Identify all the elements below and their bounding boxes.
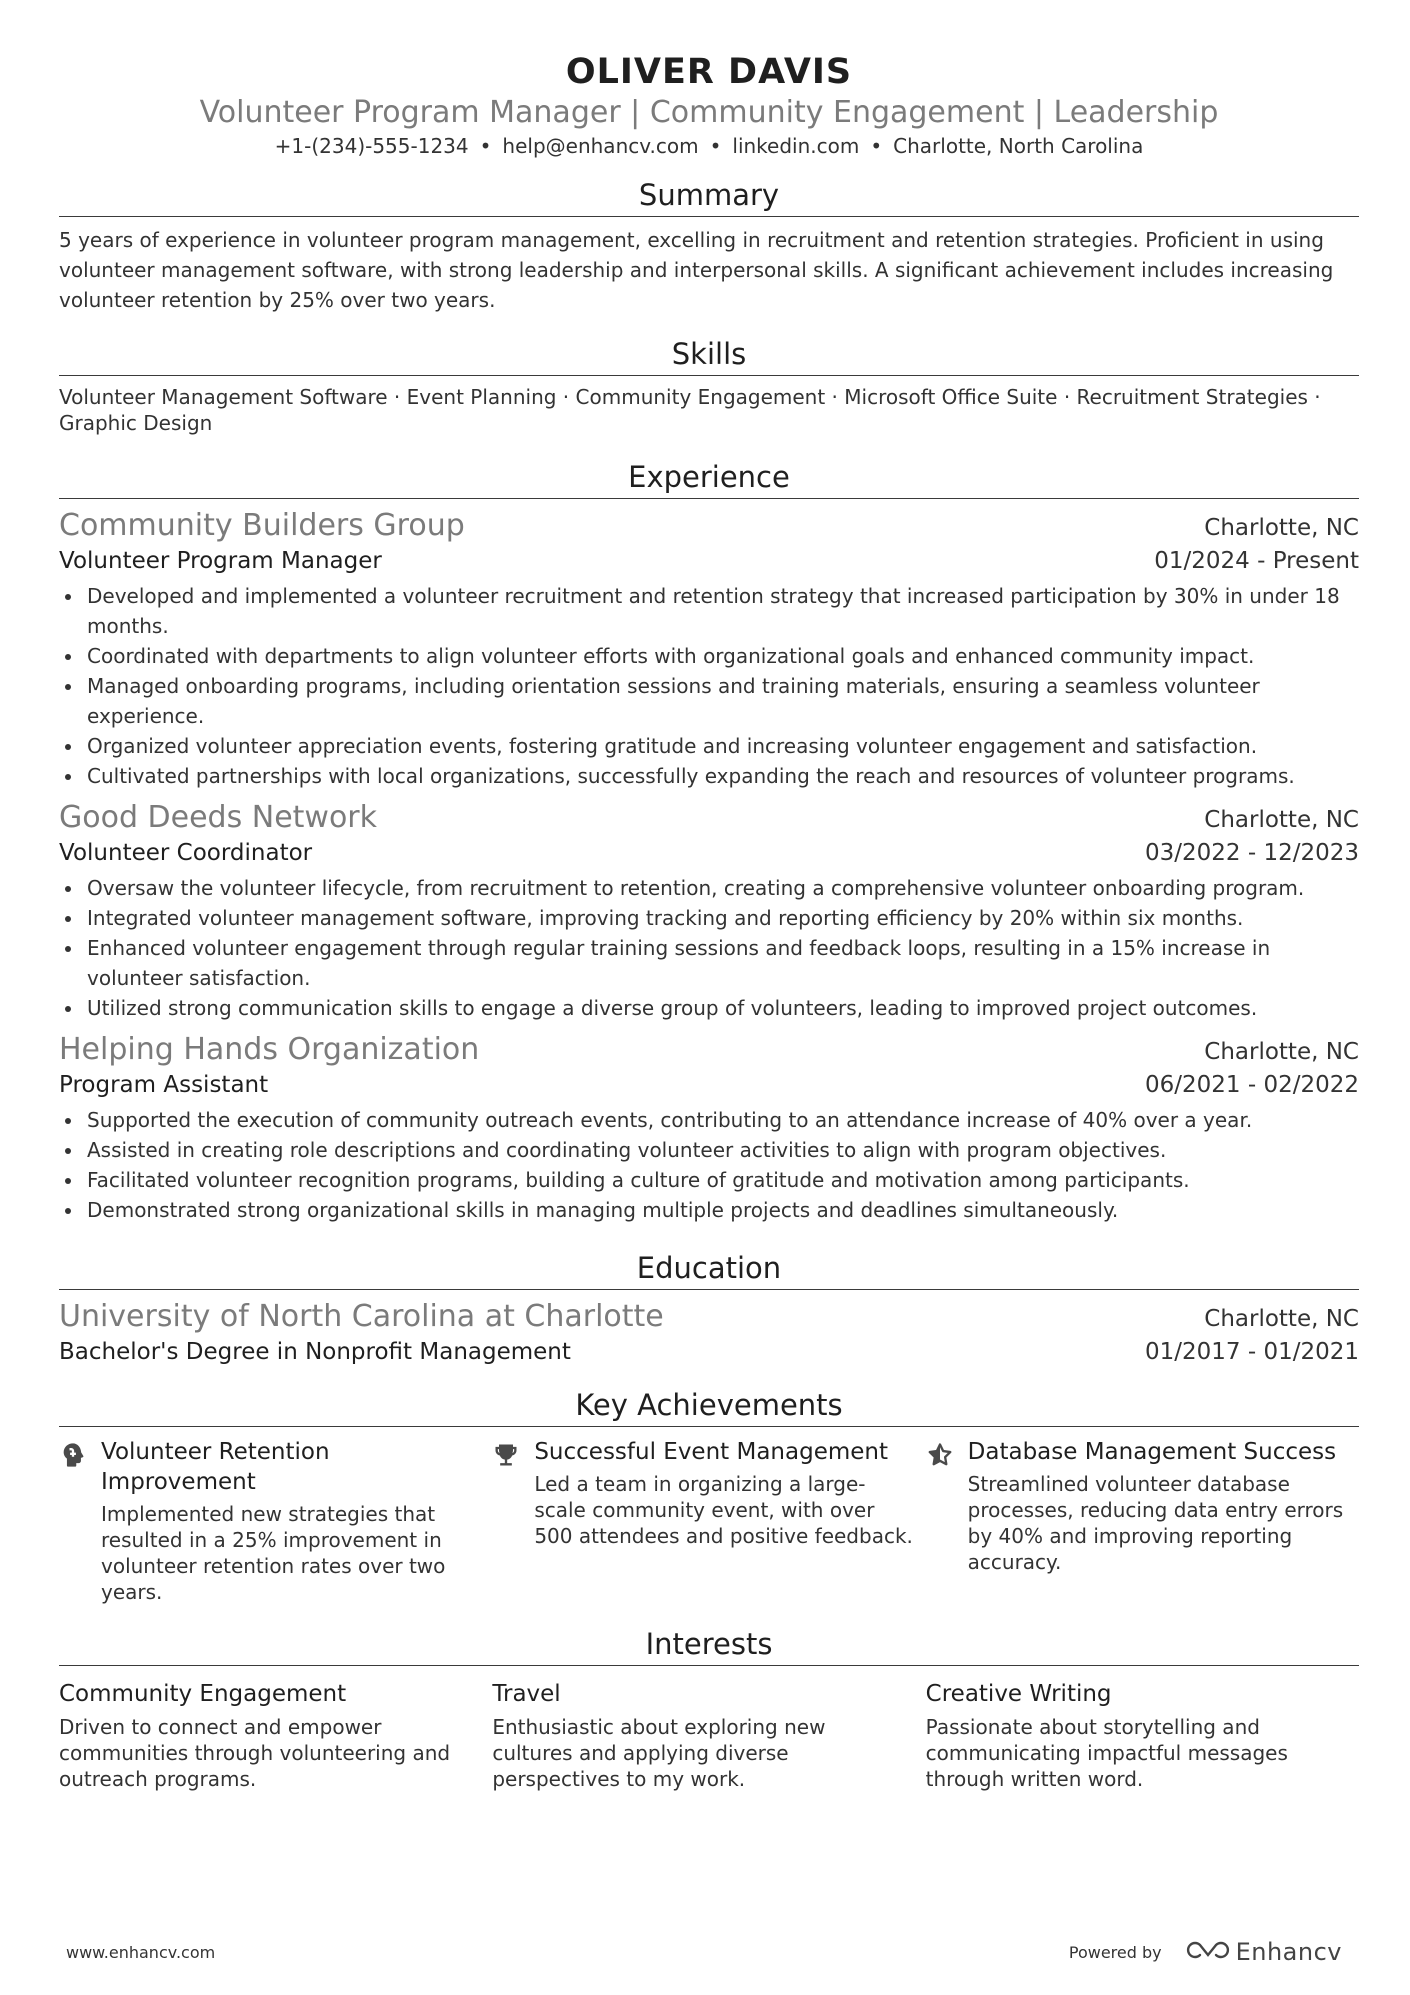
company-name: Good Deeds Network (59, 800, 378, 835)
bullet-item: Demonstrated strong organizational skills in managing multiple projects and deadlines simultaneously. (59, 1195, 1359, 1225)
achievements-section (59, 1386, 1359, 1605)
achievement-desc: Implemented new strategies that resulted in a 25% improvement in volunteer retention rates over two years. (101, 1502, 446, 1604)
skills-text: Volunteer Management Software · Event Planning · Community Engagement · Microsoft Office Suite · Recruitment Strategies · Graphic Design (59, 385, 1321, 435)
achievement-item (926, 1437, 1359, 1605)
bullet-item: Cultivated partnerships with local organizations, successfully expanding the reach and resources of volunteer programs. (59, 761, 1359, 791)
experience-entry (59, 799, 1359, 1023)
achievement-desc: Led a team in organizing a large-scale community event, with over 500 attendees and positive feedback. (534, 1472, 913, 1548)
skills-section (59, 335, 1359, 436)
bullet-list (59, 873, 1359, 1023)
email-link[interactable]: help@enhancv.com (502, 134, 699, 158)
company-name: Community Builders Group (59, 508, 465, 543)
summary-section (59, 176, 1359, 315)
achievement-title: Database Management Success (967, 1439, 1337, 1465)
resume-header (59, 0, 1359, 160)
separator: • (479, 134, 492, 158)
interest-item (926, 1678, 1359, 1792)
section-title: Summary (59, 176, 1359, 217)
bullet-item: Organized volunteer appreciation events, fostering gratitude and increasing volunteer engagement and satisfaction. (59, 731, 1359, 761)
school-name: University of North Carolina at Charlotte (59, 1299, 664, 1334)
powered-by-label: Powered by (1068, 1942, 1162, 1962)
brand-name: Enhancv (1235, 1938, 1342, 1966)
interest-desc: Driven to connect and empower communities through volunteering and outreach programs. (59, 1715, 451, 1791)
separator: • (870, 134, 883, 158)
head-icon (59, 1437, 101, 1605)
interest-desc: Passionate about storytelling and communicating impactful messages through written word. (925, 1715, 1288, 1791)
job-location: Charlotte, NC (1204, 515, 1359, 541)
contact-line (59, 132, 1359, 160)
interest-item (492, 1678, 925, 1792)
achievement-title: Volunteer Retention Improvement (101, 1439, 330, 1495)
bullet-item: Developed and implemented a volunteer recruitment and retention strategy that increased participation by 30% in under 18 months. (59, 581, 1359, 641)
education-dates: 01/2017 - 01/2021 (1144, 1339, 1359, 1365)
job-dates: 06/2021 - 02/2022 (1144, 1072, 1359, 1098)
school-location: Charlotte, NC (1204, 1306, 1359, 1332)
achievements-grid (59, 1437, 1359, 1605)
interests-grid (59, 1678, 1359, 1792)
job-dates: 01/2024 - Present (1154, 548, 1359, 574)
bullet-item: Assisted in creating role descriptions and coordinating volunteer activities to align with program objectives. (59, 1135, 1359, 1165)
interests-section (59, 1625, 1359, 1792)
bullet-item: Facilitated volunteer recognition programs, building a culture of gratitude and motivation among participants. (59, 1165, 1359, 1195)
section-title: Education (59, 1249, 1359, 1290)
bullet-item: Integrated volunteer management software, improving tracking and reporting efficiency by 20% within six months. (59, 903, 1359, 933)
interest-item (59, 1678, 492, 1792)
bullet-list (59, 1105, 1359, 1225)
job-location: Charlotte, NC (1204, 807, 1359, 833)
job-location: Charlotte, NC (1204, 1039, 1359, 1065)
bullet-item: Enhanced volunteer engagement through regular training sessions and feedback loops, resulting in a 15% increase in volunteer satisfaction. (59, 933, 1359, 993)
resume-page (59, 0, 1359, 1792)
achievement-title: Successful Event Management (534, 1439, 888, 1465)
degree: Bachelor's Degree in Nonprofit Management (59, 1339, 571, 1365)
job-title: Volunteer Program Manager (59, 548, 382, 574)
section-title: Interests (59, 1625, 1359, 1666)
bullet-item: Managed onboarding programs, including orientation sessions and training materials, ensuring a seamless volunteer experience. (59, 671, 1359, 731)
education-entry (59, 1298, 1359, 1368)
experience-entry (59, 1031, 1359, 1225)
candidate-name: OLIVER DAVIS (565, 52, 853, 92)
star-icon (926, 1437, 968, 1605)
interest-title: Creative Writing (925, 1681, 1112, 1707)
company-name: Helping Hands Organization (59, 1032, 480, 1067)
experience-section (59, 458, 1359, 1225)
bullet-item: Coordinated with departments to align volunteer efforts with organizational goals and enhanced community impact. (59, 641, 1359, 671)
phone: +1-(234)-555-1234 (274, 134, 469, 158)
page-footer (66, 1938, 1342, 1966)
section-title: Key Achievements (59, 1386, 1359, 1427)
section-title: Experience (59, 458, 1359, 499)
bullet-list (59, 581, 1359, 791)
website-link[interactable]: www.enhancv.com (66, 1942, 216, 1962)
trophy-icon (492, 1437, 534, 1605)
interest-title: Travel (492, 1681, 561, 1707)
experience-entry (59, 507, 1359, 791)
education-section (59, 1249, 1359, 1368)
linkedin-link[interactable]: linkedin.com (732, 134, 860, 158)
interest-title: Community Engagement (59, 1681, 347, 1707)
brand-logo[interactable] (1186, 1938, 1342, 1966)
bullet-item: Utilized strong communication skills to engage a diverse group of volunteers, leading to improved project outcomes. (59, 993, 1359, 1023)
achievement-item (492, 1437, 925, 1605)
location: Charlotte, North Carolina (893, 134, 1144, 158)
achievement-desc: Streamlined volunteer database processes, reducing data entry errors by 40% and improving reporting accuracy. (967, 1472, 1344, 1574)
section-title: Skills (59, 335, 1359, 376)
bullet-item: Oversaw the volunteer lifecycle, from recruitment to retention, creating a comprehensive volunteer onboarding program. (59, 873, 1359, 903)
summary-text: 5 years of experience in volunteer program management, excelling in recruitment and retention strategies. Proficient in using volunteer management software, with strong leadership and interpersonal skills. A significant achievement includes increasing volunteer retention by 25% over two years. (59, 228, 1334, 312)
job-title: Volunteer Coordinator (59, 840, 313, 866)
job-dates: 03/2022 - 12/2023 (1144, 840, 1359, 866)
job-title: Program Assistant (59, 1072, 269, 1098)
achievement-item (59, 1437, 492, 1605)
separator: • (709, 134, 722, 158)
enhancv-logo-icon (1186, 1938, 1230, 1966)
bullet-item: Supported the execution of community outreach events, contributing to an attendance increase of 40% over a year. (59, 1105, 1359, 1135)
powered-by (1069, 1938, 1342, 1966)
interest-desc: Enthusiastic about exploring new cultures and applying diverse perspectives to my work. (492, 1715, 826, 1791)
headline: Volunteer Program Manager | Community Engagement | Leadership (199, 95, 1219, 130)
